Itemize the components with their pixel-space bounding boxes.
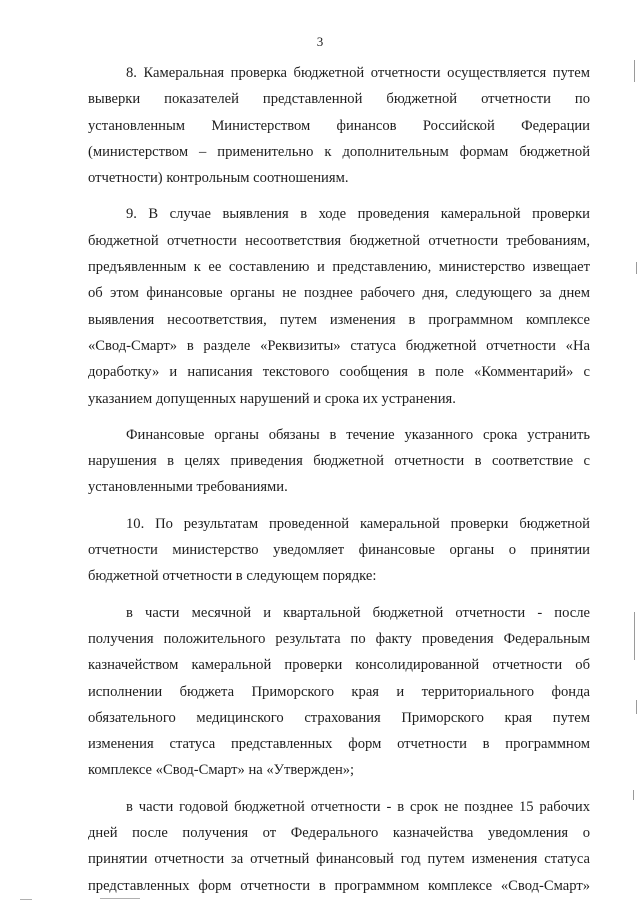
paragraph-9-continued	[88, 422, 590, 501]
paragraph-line: 10. По результатам проведенной камеральной проверки бюджетной	[126, 515, 590, 532]
paragraph-line: принятии отчетности за отчетный финансовый год путем изменения статуса	[88, 851, 590, 868]
paragraph-line: в части годовой бюджетной отчетности - в срок не позднее 15 рабочих	[126, 798, 590, 815]
paragraph-line: бюджетной отчетности несоответствия бюджетной отчетности требованиям,	[88, 232, 590, 249]
paragraph-line: выявления несоответствия, путем изменения в программном комплексе	[88, 311, 590, 328]
paragraph-9	[88, 201, 590, 411]
paragraph-line: об этом финансовые органы не позднее рабочего дня, следующего за днем	[88, 285, 590, 302]
paragraph-10	[88, 511, 590, 590]
scan-artifact	[634, 60, 635, 82]
paragraph-line: отчетности министерство уведомляет финансовые органы о принятии	[88, 542, 590, 559]
scan-artifact	[20, 899, 32, 900]
scan-artifact	[634, 612, 635, 660]
paragraph-line: дней после получения от Федерального казначейства уведомления о	[88, 825, 590, 842]
paragraph-line: выверки показателей представленной бюджетной отчетности по	[88, 91, 590, 108]
paragraph-line: получения положительного результата по факту проведения Федеральным	[88, 630, 590, 647]
paragraph-line: обязательного медицинского страхования Приморского края путем	[88, 709, 590, 726]
scan-artifact	[633, 790, 634, 800]
paragraph-10-monthly	[88, 600, 590, 784]
paragraph-line: отчетности) контрольным соотношениям.	[88, 170, 349, 187]
paragraph-line: 8. Камеральная проверка бюджетной отчетности осуществляется путем	[126, 65, 590, 81]
paragraph-line: указанием допущенных нарушений и срока их устранения.	[88, 390, 456, 407]
document-body	[88, 60, 590, 899]
paragraph-line: исполнении бюджета Приморского края и территориального фонда	[88, 683, 590, 700]
paragraph-line: установленными требованиями.	[88, 479, 288, 496]
paragraph-line: «Свод-Смарт» в разделе «Реквизиты» статуса бюджетной отчетности «На	[88, 337, 590, 354]
paragraph-line: доработку» и написания текстового сообщения в поле «Комментарий» с	[88, 364, 590, 381]
paragraph-line: изменения статуса представленных форм отчетности в программном	[88, 736, 590, 753]
scan-artifact	[636, 262, 637, 274]
paragraph-line: казначейством камеральной проверки консолидированной отчетности об	[88, 657, 590, 674]
paragraph-line: установленным Министерством финансов Российской Федерации	[88, 117, 590, 134]
paragraph-line: (министерством – применительно к дополнительным формам бюджетной	[88, 143, 590, 160]
paragraph-line: нарушения в целях приведения бюджетной отчетности в соответствие с	[88, 453, 590, 470]
scan-artifact	[636, 700, 637, 714]
paragraph-line: Финансовые органы обязаны в течение указанного срока устранить	[126, 426, 590, 443]
paragraph-line: бюджетной отчетности в следующем порядке:	[88, 568, 377, 585]
paragraph-line: в части месячной и квартальной бюджетной отчетности - после	[126, 604, 590, 621]
paragraph-line: представленных форм отчетности в программном комплексе «Свод-Смарт»	[88, 877, 590, 894]
paragraph-line: предъявленным к ее составлению и представлению, министерство извещает	[88, 259, 590, 276]
paragraph-line: комплексе «Свод-Смарт» на «Утвержден»;	[88, 762, 355, 779]
page-number: 3	[316, 34, 324, 49]
paragraph-10-annual	[88, 794, 590, 899]
paragraph-8	[88, 60, 590, 191]
paragraph-line: 9. В случае выявления в ходе проведения камеральной проверки	[126, 206, 590, 223]
scan-artifact	[100, 898, 140, 899]
